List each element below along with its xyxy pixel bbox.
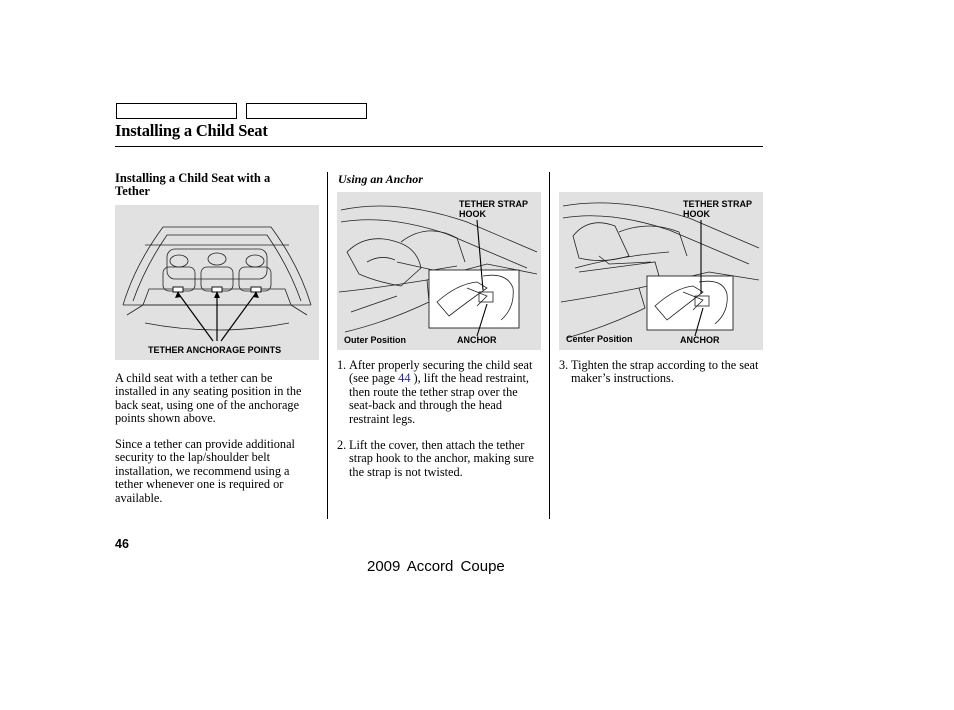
step-2-number: 2. [337,438,347,452]
step-1-number: 1. [337,358,347,372]
title-rule [115,146,763,147]
step-2-text: Lift the cover, then attach the tether strap hook to the anchor, making sure the strap is not twisted. [349,438,534,479]
step-2 [337,439,537,479]
column-divider-2 [549,172,550,519]
center-tether-hook-label: TETHER STRAP HOOK [683,199,753,219]
center-position-figure [559,192,763,350]
anchorage-points-label: TETHER ANCHORAGE POINTS [148,345,282,355]
center-position-label: Center Position [566,334,633,344]
col1-paragraph-1: A child seat with a tether can be installed in any seating position in the back seat, using one of the anchorage points shown above. [115,371,302,426]
center-anchor-label: ANCHOR [680,335,720,345]
step-3-number: 3. [559,358,569,372]
step-1 [337,359,537,426]
header-tab-left [116,103,237,119]
col1-paragraph-2: Since a tether can provide additional security to the lap/shoulder belt installation, we recommend using a tether whenever one is required or available. [115,437,295,505]
outer-anchor-label: ANCHOR [457,335,497,345]
outer-tether-hook-label: TETHER STRAP HOOK [459,199,529,219]
header-tab-right [246,103,367,119]
page-number: 46 [115,537,129,551]
outer-position-figure [337,192,541,350]
step-3 [559,359,763,386]
outer-position-label: Outer Position [344,335,407,345]
using-anchor-subheading: Using an Anchor [338,172,423,186]
model-footer: 2009 Accord Coupe [367,558,505,575]
rear-seat-illustration [115,205,319,360]
section-heading: Installing a Child Seat with a Tether [115,171,271,198]
anchorage-points-figure [115,205,319,360]
page-44-link[interactable]: 44 [398,371,411,386]
column-divider-1 [327,172,328,519]
page-title: Installing a Child Seat [115,121,268,140]
step-3-text: Tighten the strap according to the seat maker’s instructions. [571,358,759,386]
step-1-text-end: ), lift the head restraint, then route the tether strap over the seat-back and through the head restraint legs. [349,371,529,426]
step-1-text-start: After properly securing the child seat (see page [349,358,533,386]
